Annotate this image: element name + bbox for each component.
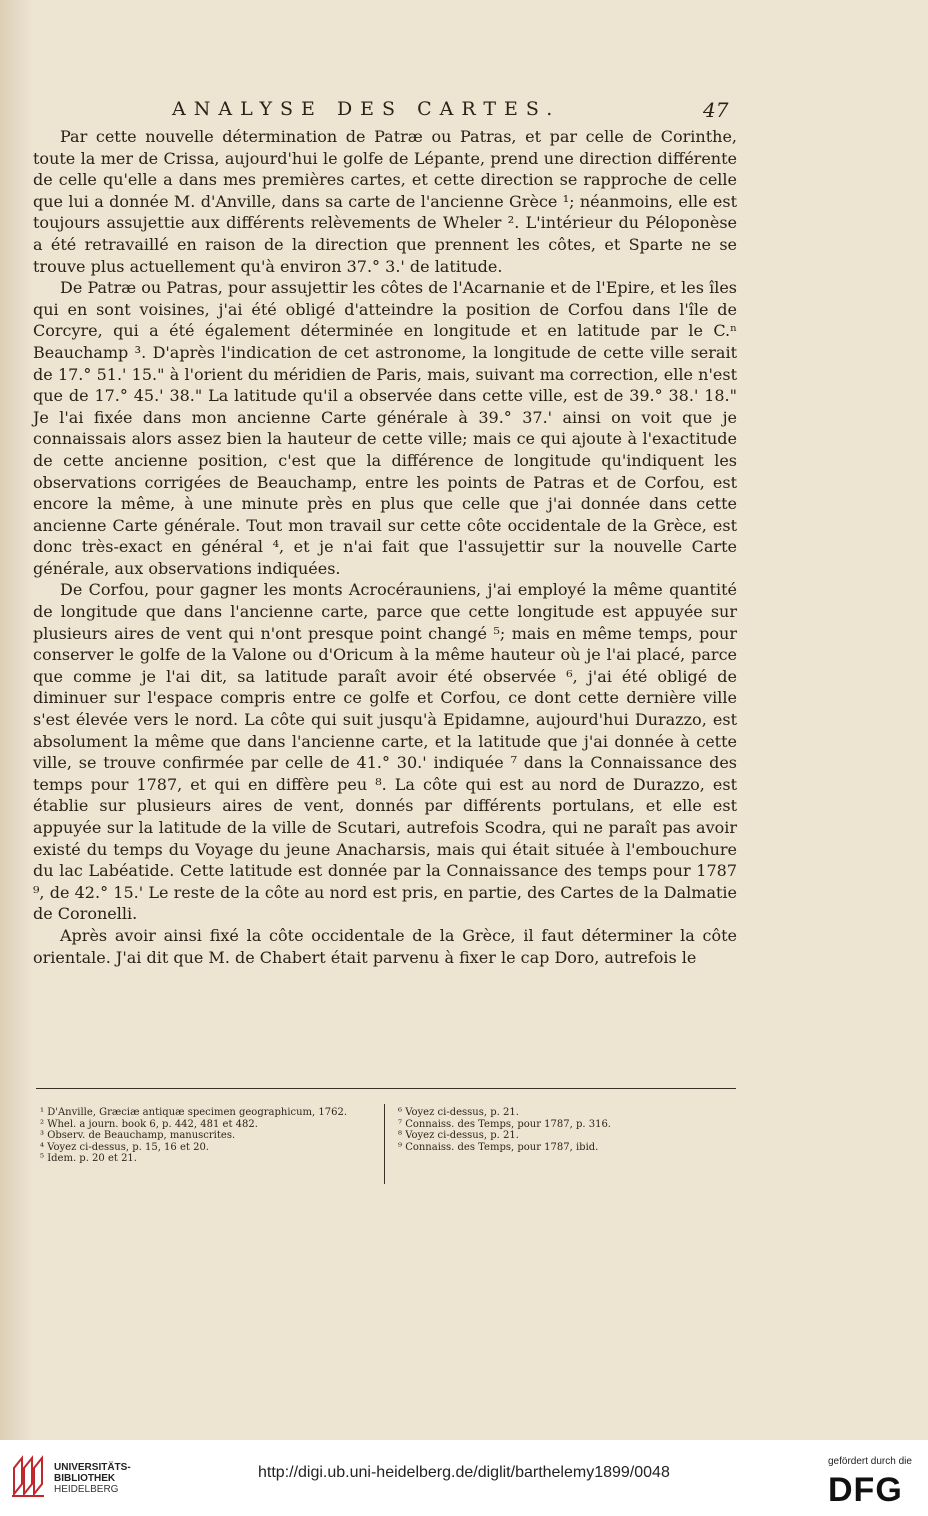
body-text (33, 126, 737, 968)
dfg-logo-icon: DFG (828, 1471, 903, 1509)
footnote: ¹ D'Anville, Græciæ antiquæ specimen geographicum, 1762. (40, 1107, 348, 1118)
footnotes-left (40, 1107, 370, 1165)
footnote: ⁹ Connaiss. des Temps, pour 1787, ibid. (398, 1141, 599, 1153)
footnote: ⁴ Voyez ci-dessus, p. 15, 16 et 20. (40, 1141, 209, 1153)
paragraph: De Corfou, pour gagner les monts Acrocérauniens, j'ai employé la même quantité de longitude que dans l'ancienne carte, parce que cette longitude est appuyée sur plusieurs aires de vent qui n'ont presque point changé ⁵; mais en même temps, pour conserver le golfe de la Valone ou d'Oricum à la même hauteur où je l'ai placé, parce que comme je l'ai dit, sa latitude paraît avoir été observée ⁶, j'ai été obligé de diminuer sur l'espace compris entre ce golfe et Corfou, ce dont cette dernière ville s'est élevée vers le nord. La côte qui suit jusqu'à Epidamne, aujourd'hui Durazzo, est absolument la même que dans l'ancienne carte, et la latitude que j'ai donnée à cette ville, se trouve confirmée par celle de 41.° 30.' indiquée ⁷ dans la Connaissance des temps pour 1787, et qui en diffère peu ⁸. La côte qui est au nord de Durazzo, est établie sur plusieurs aires de vent, donnés par différents portulans, et elle est appuyée sur la latitude de la ville de Scutari, autrefois Scodra, qui ne paraît pas avoir existé du temps du Voyage du jeune Anacharsis, mais qui était située à l'embouchure du lac Labéatide. Cette latitude est donnée par la Connaissance des temps pour 1787 ⁹, de 42.° 15.' Le reste de la côte au nord est pris, en partie, des Cartes de la Dalmatie de Coronelli. (33, 580, 737, 924)
page-number: 47 (703, 98, 729, 122)
footnote: ² Whel. a journ. book 6, p. 442, 481 et 482. (40, 1118, 258, 1130)
footnote: ⁶ Voyez ci-dessus, p. 21. (398, 1107, 519, 1118)
footnotes-right (398, 1107, 728, 1153)
footnote-rule (36, 1088, 736, 1089)
university-library-logo-icon (10, 1454, 48, 1500)
institution-line: BIBLIOTHEK (54, 1473, 116, 1484)
footer-bar (0, 1440, 928, 1516)
running-head (0, 98, 928, 128)
footnote: ³ Observ. de Beauchamp, manuscrites. (40, 1130, 236, 1141)
paragraph: De Patræ ou Patras, pour assujettir les côtes de l'Acarnanie et de l'Epire, et les îles qui en sont voisines, j'ai été obligé d'atteindre la position de Corfou dans l'île de Corcyre, qui a été également déterminée en longitude et en latitude par le C.ⁿ Beauchamp ³. D'après l'indication de cet astronome, la longitude de cette ville serait de 17.° 51.' 15." à l'orient du méridien de Paris, mais, suivant ma correction, elle n'est que de 17.° 45.' 38." La latitude qu'il a observée dans cette ville, est de 39.° 38.' 18." Je l'ai fixée dans mon ancienne Carte générale à 39.° 37.' ainsi on voit que je connaissais alors assez bien la hauteur de cette ville; mais ce qui ajoute à l'exactitude de cette ancienne position, c'est que la différence de longitude qu'indiquent les observations corrigées de Beauchamp, entre les points de Patras et de Corfou, est encore la même, à une minute près en plus que celle que j'ai donnée dans cette ancienne Carte générale. Tout mon travail sur cette côte occidentale de la Grèce, est donc très-exact en général ⁴, et je n'ai fait que l'assujettir sur la nouvelle Carte générale, aux observations indiquées. (33, 278, 737, 578)
institution-line: UNIVERSITÄTS- (54, 1462, 131, 1473)
institution-name (54, 1462, 131, 1495)
funded-by-label: gefördert durch die (828, 1456, 912, 1467)
running-title: ANALYSE DES CARTES. (172, 98, 561, 120)
paragraph: Après avoir ainsi fixé la côte occidentale de la Grèce, il faut déterminer la côte orientale. J'ai dit que M. de Chabert était parvenu à fixer le cap Doro, autrefois le (33, 925, 737, 967)
footnote: ⁵ Idem. p. 20 et 21. (40, 1153, 137, 1164)
permalink-url[interactable]: http://digi.ub.uni-heidelberg.de/diglit/barthelemy1899/0048 (258, 1464, 670, 1481)
page-edge-shadow (0, 0, 34, 1440)
institution-line: HEIDELBERG (54, 1484, 119, 1495)
footnote: ⁸ Voyez ci-dessus, p. 21. (398, 1130, 519, 1141)
footnote-column-divider (384, 1104, 385, 1184)
paragraph: Par cette nouvelle détermination de Patræ ou Patras, et par celle de Corinthe, toute la mer de Crissa, aujourd'hui le golfe de Lépante, prend une direction différente de celle qu'elle a dans mes premières cartes, et cette direction se rapproche de celle que lui a donnée M. d'Anville, dans sa carte de l'ancienne Grèce ¹; néanmoins, elle est toujours assujettie aux différents relèvements de Wheler ². L'intérieur du Péloponèse a été retravaillé en raison de la direction que prennent les côtes, et Sparte ne se trouve plus actuellement qu'à environ 37.° 3.' de latitude. (33, 127, 737, 276)
footnote: ⁷ Connaiss. des Temps, pour 1787, p. 316. (398, 1118, 611, 1130)
